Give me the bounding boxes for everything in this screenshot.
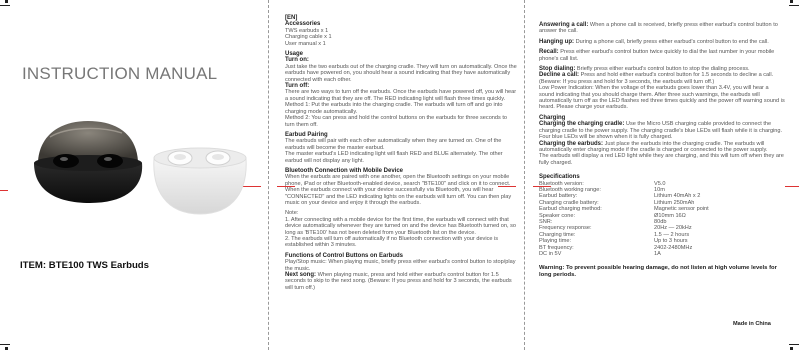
white-earbud-case-image (150, 140, 250, 218)
crop-mark (0, 5, 10, 6)
decline-text: Press and hold either earbud's control button for 1.5 seconds to decline a call. (Beware: If you press and hold for 3 seconds, the earbuds will turn off.) (539, 72, 774, 85)
spec-row: Earbud battery: Lithium 40mAh x 2 (539, 193, 701, 200)
charge-cradle-text: Use the Micro USB charging cable provided to connect the charging cradle to the power supply. The charging cradle's blue LEDs will flash while it is charging. Four blue LEDs will be shown when it is fully charged. (539, 121, 783, 141)
warning-text: Warning: To prevent possible hearing damage, do not listen at high volume levels for long periods. (539, 265, 777, 278)
charge-cradle-heading: Charging the charging cradle: (539, 121, 625, 128)
answer-text: When a phone call is received, briefly press either earbud's control button to answer the call. (539, 22, 778, 35)
pairing-text: The earbuds will pair with each other automatically when they are turned on. One of the earbuds will become the master earbud. (285, 138, 502, 151)
turn-on-heading: Turn on: (285, 57, 309, 64)
stop-dialing-text: Briefly press either earbud's control button to stop the dialing process. (576, 66, 750, 73)
spec-table (539, 181, 785, 258)
fold-line (524, 0, 525, 350)
bluetooth-text: When the earbuds are paired with one another, open the Bluetooth settings on your mobile phone, iPad or other Bluetooth-enabled device, search "BTE100" and click on it to connect. When the earbuds connect with your device successfully via Bluetooth, you will hear "CONNECTED" and the LED indicating lights on the earbuds will turn off. You can then play music on your device and enjoy it through the earbuds. (285, 174, 512, 206)
low-power-text: Low Power Indication: When the voltage of the earbuds goes lower than 3.4V, you will hear a sound indicating that you should charge them. After three such warnings, the earbuds will automatically turn off as the LED flashes red three times quickly and the power off warning sound is heard. Please charge your earbuds. (539, 85, 785, 111)
decline-heading: Decline a call: (539, 72, 580, 79)
next-song-text: When playing music, press and hold either earbud's control button for 1.5 seconds to skip to the next song. (Beware: If you press and hold for 3 seconds, the earbuds will turn off.) (285, 272, 512, 291)
spec-row: Bluetooth version: V5.0 (539, 180, 666, 187)
spec-row: BT frequency: 2402-2480MHz (539, 244, 693, 251)
note-text: 1. After connecting with a mobile device for the first time, the earbuds will connect with that device automatically whenever they are turned on and the device has Bluetooth turned on, so long as 'BTE100' has not been deleted from your Bluetooth list on the device. (285, 216, 517, 236)
turn-on-text: Just take the two earbuds out of the charging cradle. They will turn on automatically. Once the earbuds have powered on, you should hear a sound indicating that they have automatically connected with each other. (285, 63, 517, 83)
fold-line (268, 0, 269, 350)
pairing-heading: Earbud Pairing (285, 131, 328, 138)
fold-mark (785, 186, 799, 187)
made-in-label: Made in China (733, 321, 771, 327)
turn-off-method-1: Method 1: Put the earbuds into the charging cradle. The earbuds will turn off and go into charging mode automatically. (285, 102, 503, 115)
pairing-text: The master earbud's LED indicating light will flash RED and BLUE alternately. The other earbud will not display any light. (285, 151, 503, 164)
spec-row: Frequency response: 20Hz — 20kHz (539, 225, 692, 232)
charge-earbuds-text: The earbuds will display a red LED light while they are charging, and this will turn off when they are fully charged. (539, 153, 784, 166)
spec-row: Earbud charging method: Magnetic sensor point (539, 206, 709, 213)
accessory-item: User manual x 1 (285, 40, 326, 47)
charge-earbuds-text: Just place the earbuds into the charging cradle. The earbuds will automatically enter charging mode if the cradle is charged or connected to the power supply. (539, 140, 768, 153)
note-heading: Note: (285, 210, 299, 217)
specifications-heading: Specifications (539, 174, 580, 181)
instructions-column-2 (539, 22, 785, 278)
instructions-column-1 (285, 15, 517, 291)
recall-text: Press either earbud's control button twice quickly to dial the last number in your mobile phone's call list. (539, 49, 775, 62)
bluetooth-heading: Bluetooth Connection with Mobile Device (285, 167, 404, 174)
recall-heading: Recall: (539, 49, 559, 56)
stop-dialing-heading: Stop dialing: (539, 66, 576, 73)
turn-off-heading: Turn off: (285, 83, 310, 90)
language-tag: [EN] (285, 15, 298, 21)
usage-heading: Usage (285, 51, 304, 58)
functions-heading: Functions of Control Buttons on Earbuds (285, 252, 403, 259)
accessories-heading: Accessories (285, 21, 321, 28)
spec-row: Bluetooth working range: 10m (539, 186, 665, 193)
spec-row: SNR: 80db (539, 218, 667, 225)
play-stop-text: Play/Stop music: When playing music, briefly press either earbud's control button to stop/play the music. (285, 259, 516, 272)
spec-row: DC in 5V 1A (539, 251, 661, 257)
fold-mark (0, 190, 8, 191)
note-text: 2. The earbuds will turn off automatically if no Bluetooth connection with your device is established within 3 minutes. (285, 236, 499, 249)
answer-heading: Answering a call: (539, 22, 589, 28)
crop-mark (789, 5, 799, 6)
crop-mark (5, 0, 8, 3)
next-song-heading: Next song: (285, 272, 317, 279)
charging-heading: Charging (539, 114, 566, 121)
manual-title: INSTRUCTION MANUAL (22, 64, 218, 83)
spec-row: Speaker cone: Ø10mm 16Ω (539, 212, 686, 219)
accessory-item: TWS earbuds x 1 (285, 27, 329, 34)
black-earbud-case-image (30, 117, 150, 207)
hangup-heading: Hanging up: (539, 38, 574, 45)
spec-row: Playing time: Up to 3 hours (539, 238, 688, 245)
turn-off-text: There are two ways to turn off the earbuds. Once the earbuds have powered off, you will hear a sound indicating that they are off. The RED indicating light will flash three times quickly. (285, 89, 517, 102)
crop-mark (790, 0, 793, 3)
spec-row: Charging time: 1.5 — 2 hours (539, 231, 690, 238)
spec-row: Charging cradle battery: Lithium 250mAh (539, 199, 695, 206)
item-name: ITEM: BTE100 TWS Earbuds (20, 260, 150, 271)
crop-mark (0, 344, 10, 345)
hangup-text: During a phone call, briefly press either earbud's control button to end the call. (575, 38, 769, 45)
turn-off-method-2: Method 2: You can press and hold the control buttons on the earbuds for three seconds to turn them off. (285, 115, 508, 128)
charge-earbuds-heading: Charging the earbuds: (539, 140, 604, 147)
crop-mark (789, 344, 799, 345)
accessory-item: Charging cable x 1 (285, 34, 332, 41)
